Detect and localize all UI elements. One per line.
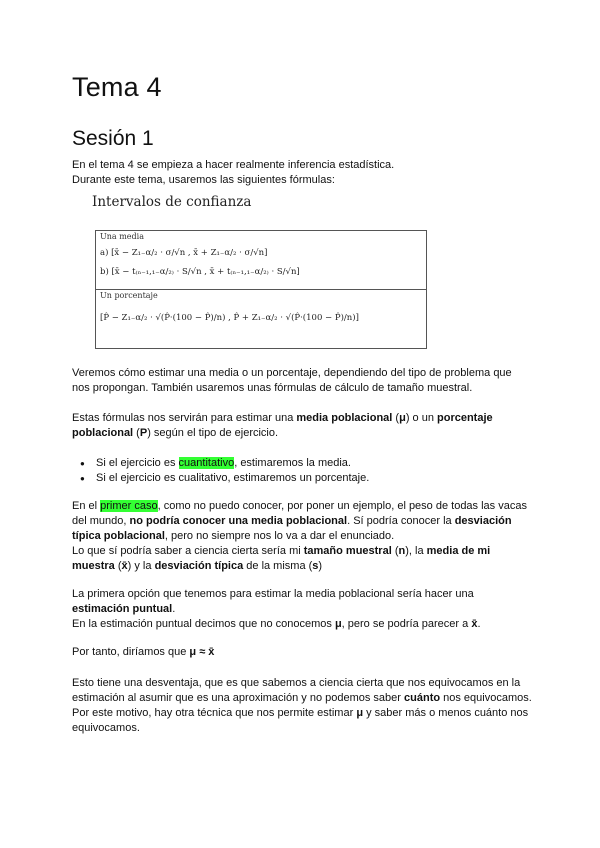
list-item	[72, 456, 369, 471]
formula-divider	[96, 289, 426, 290]
paragraph-point-estimate	[72, 587, 532, 632]
paragraph-conclusion	[72, 645, 532, 660]
mu-symbol: μ	[356, 707, 364, 719]
formula-image	[92, 192, 432, 352]
highlight-primer-caso: primer caso	[100, 500, 158, 512]
xbar-symbol: x̄	[471, 618, 478, 630]
exercise-type-list	[72, 456, 369, 486]
para6-text: Por este motivo, hay otra técnica que nos permite estimar	[72, 707, 357, 719]
para4-text: La primera opción que tenemos para estimar la media poblacional sería hacer una	[72, 588, 474, 600]
para3-text: , como no puedo conocer, por poner un ejemplo, el peso de todas las vacas del mundo,	[72, 500, 527, 527]
para3-bold: x̄	[121, 560, 128, 572]
para3-text: Lo que sí podría saber a ciencia cierta sería mi	[72, 545, 304, 557]
list-item-text: , estimaremos la media.	[234, 457, 351, 469]
formula-box	[95, 230, 427, 349]
para2-text: ) o un	[405, 412, 437, 424]
para3-text: ), la	[405, 545, 427, 557]
paragraph-first-case	[72, 499, 532, 574]
formula-p: [P̂ − Z₁₋α/₂ · √(P̂·(100 − P̂)/n) , P̂ + Z₁₋α/₂ · √(P̂·(100 − P̂)/n)]	[100, 313, 359, 323]
para2-text: ) según el tipo de ejercicio.	[147, 427, 279, 439]
formula-title: Intervalos de confianza	[92, 194, 252, 210]
para4-bold: estimación puntual	[72, 603, 173, 615]
para3-bold: media de mi muestra	[72, 545, 491, 572]
para3-bold: n	[398, 545, 406, 557]
para6-text: Esto tiene una desventaja, que es que sabemos a ciencia cierta que nos equivocamos en la estimación al asumir que es una aproximación y no podemos saber	[72, 677, 521, 704]
mu-symbol: μ	[334, 618, 342, 630]
mu-symbol: μ	[399, 412, 406, 424]
para3-bold: s	[312, 560, 319, 572]
intro-line-2: Durante este tema, usaremos las siguientes fórmulas:	[72, 174, 335, 186]
para5-text: Por tanto, diríamos que	[72, 646, 190, 658]
para3-text: )	[318, 560, 323, 572]
formula-a: a) [x̄ − Z₁₋α/₂ · σ/√n , x̄ + Z₁₋α/₂ · σ/√n]	[100, 248, 268, 258]
para3-text: , pero no siempre nos lo va a dar el enunciado.	[164, 530, 395, 542]
para4-text: En la estimación puntual decimos que no conocemos	[72, 618, 335, 630]
list-item-text: Si el ejercicio es cualitativo, estimaremos un porcentaje.	[96, 472, 370, 484]
list-item	[72, 471, 369, 486]
formula-b: b) [x̄ − t₍ₙ₋₁,₁₋α/₂₎ · S/√n , x̄ + t₍ₙ₋₁,₁₋α/₂₎ · S/√n]	[100, 267, 300, 277]
para3-text: ) y la	[127, 560, 155, 572]
para3-bold: desviación típica poblacional	[72, 515, 512, 542]
para2-text: (	[133, 427, 140, 439]
formula-section-percent-label: Un porcentaje	[100, 291, 158, 300]
page-title: Tema 4	[72, 72, 162, 102]
approx-equation: μ ≈ x̄	[189, 646, 215, 658]
para4-text: .	[477, 618, 481, 630]
para3-text: de la misma (	[243, 560, 313, 572]
paragraph-disadvantage	[72, 676, 532, 736]
para4-text: .	[172, 603, 176, 615]
formula-section-mean-label: Una media	[100, 232, 144, 241]
para2-bold: porcentaje poblacional	[72, 412, 493, 439]
intro-line-1: En el tema 4 se empieza a hacer realmente inferencia estadística.	[72, 159, 395, 171]
para4-text: , pero se podría parecer a	[341, 618, 472, 630]
p-symbol: P	[139, 427, 148, 439]
paragraph-estimation	[72, 366, 532, 396]
para3-text: En el	[72, 500, 101, 512]
para3-text: (	[114, 560, 122, 572]
para1-line-1: Veremos cómo estimar una media o un porcentaje, dependiendo del tipo de problema que	[72, 367, 512, 379]
para2-text: Estas fórmulas nos servirán para estimar una	[72, 412, 297, 424]
highlight-cuantitativo: cuantitativo	[178, 457, 235, 469]
para6-bold: cuánto	[404, 692, 441, 704]
para2-bold: media poblacional	[296, 412, 393, 424]
para6-text: nos equivocamos.	[440, 692, 532, 704]
para1-line-2: nos propongan. También usaremos unas fórmulas de cálculo de tamaño muestral.	[72, 382, 473, 394]
para3-text: (	[391, 545, 399, 557]
section-heading: Sesión 1	[72, 127, 154, 150]
para2-text: (	[392, 412, 400, 424]
para3-bold: tamaño muestral	[303, 545, 392, 557]
para3-bold: desviación típica	[154, 560, 244, 572]
para3-text: . Sí podría conocer la	[347, 515, 455, 527]
para6-text: y saber más o menos cuánto nos equivocamos.	[72, 707, 529, 734]
para3-bold: no podría conocer una media poblacional	[129, 515, 348, 527]
list-item-text: Si el ejercicio es	[96, 457, 179, 469]
intro-paragraph	[72, 158, 532, 188]
paragraph-formulas	[72, 411, 532, 441]
